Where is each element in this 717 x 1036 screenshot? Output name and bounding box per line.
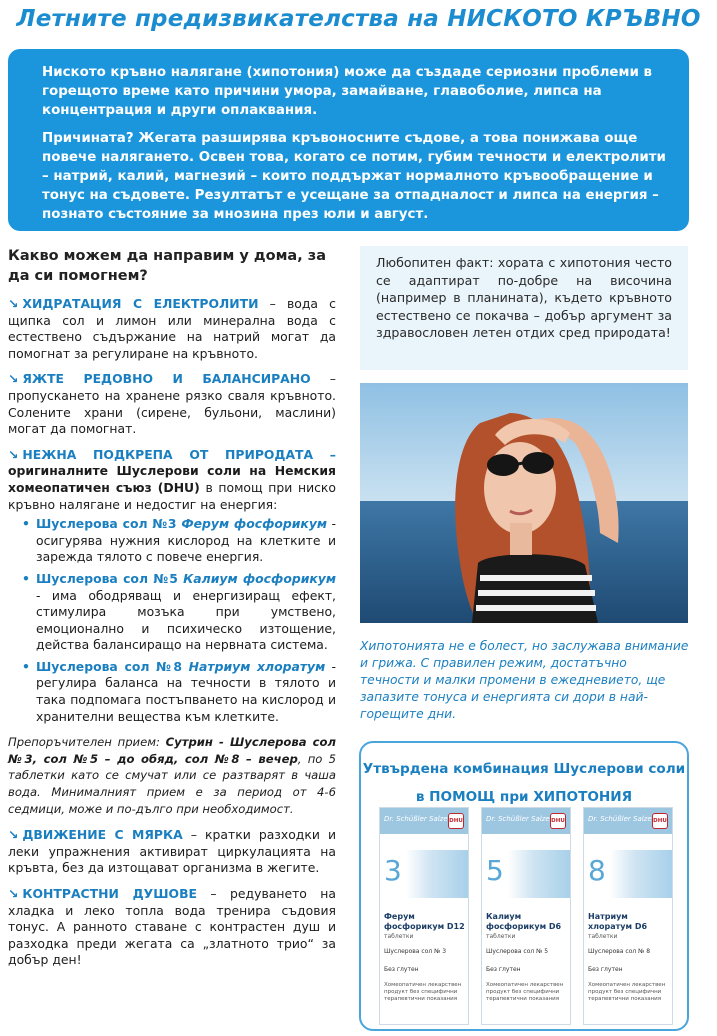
intro-box <box>8 49 689 231</box>
salt-number: 8 <box>588 854 606 887</box>
tip-nature-head: НЕЖНА ПОДКРЕПА ОТ ПРИРОДАТА <box>22 446 314 462</box>
recommended-intake <box>8 734 336 817</box>
product-form: таблетки <box>486 933 516 940</box>
tip-movement-head: ДВИЖЕНИЕ С МЯРКА <box>22 827 183 843</box>
product-gluten-free: Без глутен <box>384 966 419 973</box>
tip-hydration <box>8 296 336 362</box>
brand-label: Dr. Schüßler Salze <box>384 815 448 823</box>
product-name: Натриум хлоратум D6 <box>588 912 648 931</box>
salt-item <box>8 659 336 725</box>
arrow-down-right-icon: ↘ <box>8 886 19 901</box>
salt-item <box>8 571 336 654</box>
tip-nature-bold: оригиналните Шуслерови соли на Немския хомеопатичен съюз (DHU) <box>8 463 336 495</box>
tips-heading: Какво можем да направим у дома, за да си помогнем? <box>8 248 326 284</box>
tips-column <box>8 246 336 978</box>
salt-number: 5 <box>486 854 504 887</box>
combo-title-line-2: в ПОМОЩ при ХИПОТОНИЯ <box>415 789 633 805</box>
dhu-logo-icon: DHU <box>550 813 566 829</box>
arrow-down-right-icon: ↘ <box>8 446 19 462</box>
product-box <box>583 807 673 1025</box>
tip-nature <box>8 447 336 726</box>
salt-text: - осигурява нужния кислород на клетките и зарежда тялото с повече енергия. <box>36 516 336 565</box>
tip-eating <box>8 371 336 437</box>
salt-text: - има ободряващ и енергизиращ ефект, стимулира мозъка при умствено, емоционално и психическо изтощение, действа балансиращо на нервната система. <box>36 587 336 653</box>
product-salt-line: Шуслерова сол № 3 <box>384 948 447 955</box>
photo-caption: Хипотонията не е болест, но заслужава внимание и грижа. С правилен режим, достатъчно течности и малки промени в ежедневието, ще запазите тонуса и енергията си дори в най-горещите дни. <box>360 639 689 721</box>
arrow-down-right-icon: ↘ <box>8 827 19 843</box>
product-name: Ферум фосфорикум D12 <box>384 912 465 931</box>
tip-hydration-head: ХИДРАТАЦИЯ С ЕЛЕКТРОЛИТИ <box>22 296 259 311</box>
tip-nature-text: в помощ при ниско кръвно налягане и недостиг на енергия: <box>8 479 336 512</box>
combo-title-line-1: Утвърдена комбинация Шуслерови соли <box>362 761 686 777</box>
woman-sun-photo <box>360 383 688 623</box>
product-gluten-free: Без глутен <box>588 966 623 973</box>
dhu-logo-icon: DHU <box>448 813 464 829</box>
salt-number: 3 <box>384 854 402 887</box>
product-note: Хомеопатичен лекарствен продукт без специфични терапевтични показания <box>384 982 462 1002</box>
product-form: таблетки <box>384 933 414 940</box>
salt-label: Шуслерова сол №3 Ферум фосфорикум <box>36 516 328 532</box>
tip-eating-text: – пропускането на хранене рязко сваля кръвното. Солените храни (сирене, бульони, маслини) могат да помогнат. <box>8 371 336 437</box>
recommend-text: , по 5 таблетки като се смучат или се разтварят в чаша вода. Минималният прием е за период от 4-6 седмици, може и по-дълго при необходимост. <box>8 751 337 816</box>
fun-fact-box: Любопитен факт: хората с хипотония често се адаптират по-добре на височина (например в планината), където кръвното естествено се покачва – добър аргумент за здравословен летен отдих сред природата! <box>360 246 688 370</box>
salt-text: - регулира баланса на течности в тялото и така подпомага постъпването на кислород и хранителни вещества към клетките. <box>36 658 336 724</box>
page-title: Летните предизвикателства на НИСКОТО КРЪВНО <box>16 6 701 32</box>
woman-sun-illustration <box>360 383 688 623</box>
salt-label: Шуслерова сол №5 Калиум фосфорикум <box>36 570 336 586</box>
tip-eating-head: ЯЖТЕ РЕДОВНО И БАЛАНСИРАНО <box>22 371 311 387</box>
intro-paragraph-2: Причината? Жегата разширява кръвоносните съдове, а това понижава още повече налягането. Освен това, когато се потим, губим течности и електролити – натрий, калий, магнезий – които поддържат нормалното кръвообращение и тонус на съдовете. Резултатът е усещане за отпадналост и липса на енергия – познато състояние за мнозина през юли и август. <box>42 130 666 223</box>
combo-title <box>361 755 687 811</box>
tip-nature-dash: – <box>313 446 337 462</box>
product-note: Хомеопатичен лекарствен продукт без специфични терапевтични показания <box>588 982 666 1002</box>
salt-label: Шуслерова сол №8 Натриум хлоратум <box>36 658 326 674</box>
product-gluten-free: Без глутен <box>486 966 521 973</box>
tip-movement-text: – кратки разходки и леки упражнения активират циркулацията на кръвта, без да изтощават организма в жегите. <box>8 827 337 876</box>
arrow-down-right-icon: ↘ <box>8 296 19 311</box>
brand-label: Dr. Schüßler Salze <box>486 815 550 823</box>
salt-item <box>8 516 336 566</box>
salt-combination-box <box>359 741 689 1031</box>
tip-movement <box>8 827 336 877</box>
recommend-lead: Препоръчителен прием: <box>8 735 166 750</box>
dhu-logo-icon: DHU <box>652 813 668 829</box>
arrow-down-right-icon: ↘ <box>8 371 19 387</box>
product-note: Хомеопатичен лекарствен продукт без специфични терапевтични показания <box>486 982 564 1002</box>
tip-showers-text: – редуването на хладка и леко топла вода тренира съдовия тонус. А ранното ставане с контрастен душ и разходка преди жегата са „златното трио“ за добър ден! <box>8 886 336 968</box>
product-salt-line: Шуслерова сол № 8 <box>588 948 651 955</box>
product-salt-line: Шуслерова сол № 5 <box>486 948 549 955</box>
product-box <box>481 807 571 1025</box>
product-name: Калиум фосфорикум D6 <box>486 912 562 931</box>
salt-list <box>8 516 336 725</box>
intro-paragraph-1: Ниското кръвно налягане (хипотония) може да създаде сериозни проблеми в горещото време като причини умора, замайване, главоболие, липса на концентрация и други оплаквания. <box>42 65 652 119</box>
product-form: таблетки <box>588 933 618 940</box>
tip-showers <box>8 886 336 969</box>
recommend-bold: Сутрин - Шуслерова сол №3, сол №5 – до обяд, сол №8 – вечер <box>8 735 336 766</box>
brand-label: Dr. Schüßler Salze <box>588 815 652 823</box>
tip-showers-head: КОНТРАСТНИ ДУШОВЕ <box>22 886 197 901</box>
product-box <box>379 807 469 1025</box>
tip-hydration-text: – вода с щипка сол и лимон или минерална вода с естествено съдържание на натрий могат да помогнат за регулиране на кръвното. <box>8 296 336 361</box>
